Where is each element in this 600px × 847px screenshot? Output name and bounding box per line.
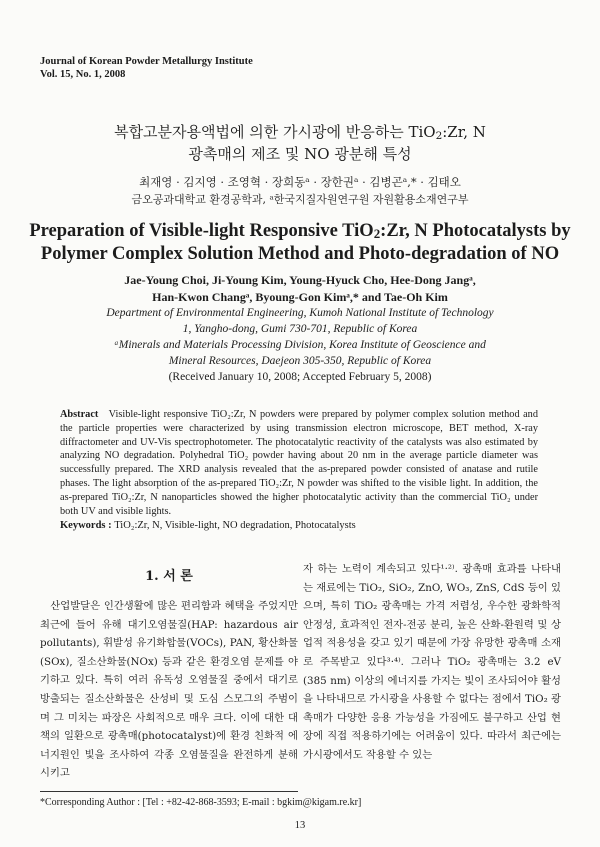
korean-authors: 최재영 · 김지영 · 조영혁 · 장희동ᵃ · 장한권ᵃ · 김병곤ᵃ,* · 김태오 xyxy=(139,175,461,189)
abstract-label: Abstract xyxy=(60,409,99,420)
keywords-text: TiO₂:Zr, N, Visible-light, NO degradation, Photocatalysts xyxy=(114,520,356,531)
section-heading: 1. 서 론 xyxy=(145,569,193,584)
body-right-column: 자 하는 노력이 계속되고 있다¹·²⁾. 광촉매 효과를 나타내는 재료에는 TiO₂, SiO₂, ZnO, WO₃, ZnS, CdS 등이 있으며, 특히 TiO₂ 광촉매는 가격 저렴성, 우수한 광화학적 안정성, 효과적인 전자-전공 분리, 높은 산화-환원력 및 상업적 적용성을 갖고 있기 때문에 가장 유망한 광촉매 소재로 주목받고 있다³·⁴⁾. 그러나 TiO₂ 광촉매는 3.2 eV (385 nm) 이상의 에너지를 가지는 빛이 조사되어야 활성을 나타내므로 가시광을 사용할 수 없다는 점에서 TiO₂ 광촉매가 다양한 응용 가능성을 가짐에도 불구하고 산업 현장에 직접 적용하기에는 어려움이 있다. 따라서 최근에는 가시광에서도 작용할 수 있는 xyxy=(303,563,561,761)
korean-affiliation: 금오공과대학교 환경공학과, ᵃ한국지질자원연구원 자원활용소재연구부 xyxy=(131,193,469,206)
english-authors-line2: Han-Kwon Changᵃ, Byoung-Gon Kimᵃ,* and Tae-Oh Kim xyxy=(152,290,448,304)
english-authors-line1: Jae-Young Choi, Ji-Young Kim, Young-Hyuck Cho, Hee-Dong Jangᵃ, xyxy=(124,273,476,287)
english-title-line2: Polymer Complex Solution Method and Photo-degradation of NO xyxy=(40,244,560,264)
abstract-text: Visible-light responsive TiO₂:Zr, N powders were prepared by polymer complex solution method and the particle properties were characterized by using transmission electron microscope, BET method, X-ray diffractometer and UV-Vis spectrophotometer. The photocatalytic reactivity of the catalysts was also estimated by analyzing NO degradation. Polyhedral TiO₂ powder having about 20 nm in the average particle diameter was successfully prepared. The XRD analysis revealed that the as-prepared powder consisted of anatase and rutile phases. The light absorption of the as-prepared TiO₂:Zr, N powder was shifted to the visible light. In addition, the as-prepared TiO₂:Zr, N nanoparticles showed the higher photocatalytic activity than the commercial TiO₂ under both UV and visible lights. xyxy=(60,409,538,517)
received-dates: (Received January 10, 2008; Accepted February 5, 2008) xyxy=(168,371,432,383)
page-number: 13 xyxy=(294,820,306,831)
keywords xyxy=(60,520,356,531)
affiliation-line4: Mineral Resources, Daejeon 305-350, Republic of Korea xyxy=(168,355,432,367)
affiliation-line3: ᵃMinerals and Materials Processing Division, Korea Institute of Geoscience and xyxy=(114,339,486,351)
journal-header xyxy=(40,55,253,81)
affiliation-line1: Department of Environmental Engineering, Kumoh National Institute of Technology xyxy=(106,307,494,319)
abstract xyxy=(60,408,538,518)
journal-name: Journal of Korean Powder Metallurgy Institute xyxy=(40,56,253,67)
footnote-rule xyxy=(40,791,298,792)
korean-title-line2: 광촉매의 제조 및 NO 광분해 특성 xyxy=(188,145,412,163)
keywords-label: Keywords : xyxy=(60,520,115,531)
english-title-line1: Preparation of Visible-light Responsive TiO$_2$:Zr, N Photocatalysts by xyxy=(29,221,571,241)
body-left-column: 산업발달은 인간생활에 많은 편리함과 혜택을 주었지만 최근에 들어 유해 대기오염물질(HAP: hazardous air pollutants), 휘발성 유기화합물(VOCs), PAN, 황산화물(SOx), 질소산화물(NOx) 등과 같은 환경오염 문제를 야기하고 있다. 특히 여러 유독성 오염물질 중에서 대기로 방출되는 질소산화물은 산성비 및 도심 스모그의 주범이며 그 미치는 파장은 사회적으로 매우 크다. 이에 대한 대책의 일환으로 광촉매(photocatalyst)에 환경 친화적 에너지원인 빛을 조사하여 각종 오염물질을 완전하게 분해시키고 xyxy=(40,600,298,780)
footnote: *Corresponding Author : [Tel : +82-42-868-3593; E-mail : bgkim@kigam.re.kr] xyxy=(40,797,362,808)
affiliation-line2: 1, Yangho-dong, Gumi 730-701, Republic of Korea xyxy=(182,323,418,335)
korean-title-line1: 복합고분자용액법에 의한 가시광에 반응하는 TiO$_2$:Zr, N xyxy=(114,123,486,142)
journal-volume: Vol. 15, No. 1, 2008 xyxy=(40,69,126,80)
